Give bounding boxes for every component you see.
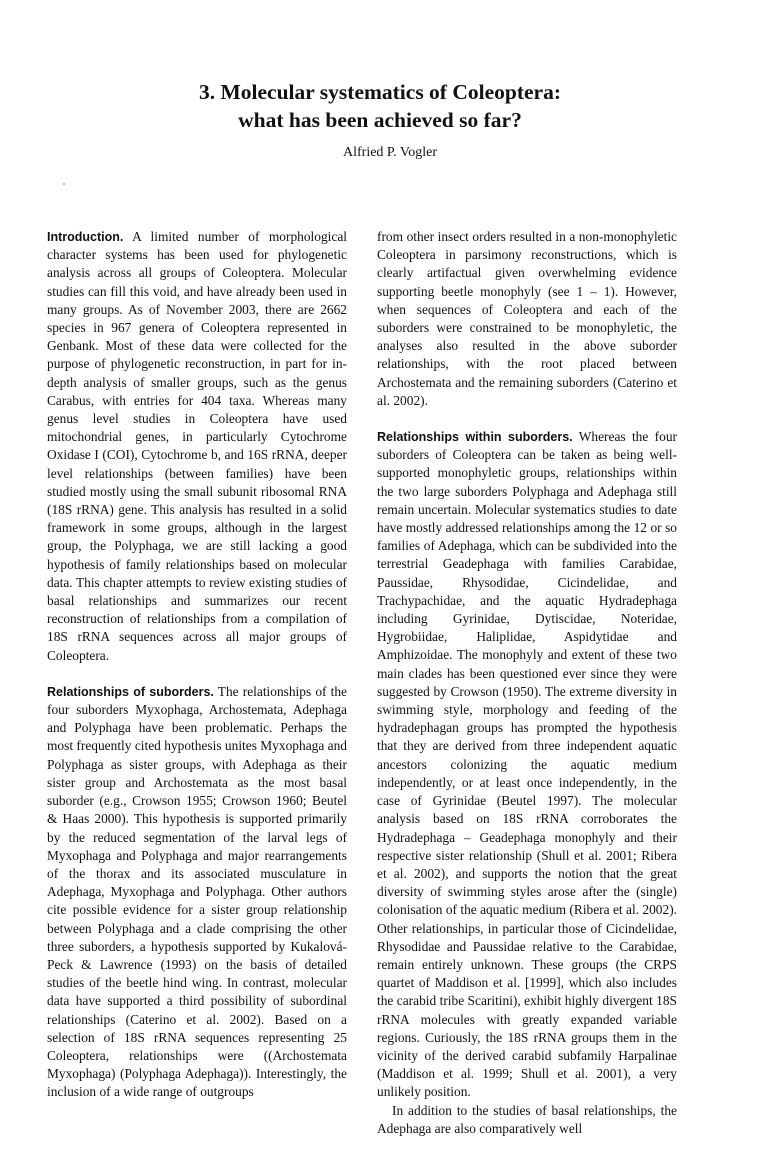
paragraph-outgroups-continued (377, 228, 677, 410)
paragraph-adephaga-studies (377, 1102, 677, 1138)
scan-speck (63, 183, 65, 185)
paragraph-within-suborders (377, 428, 677, 1102)
right-column (377, 228, 677, 1138)
chapter-title-line-2: what has been achieved so far? (238, 108, 522, 132)
paragraph-introduction (47, 228, 347, 665)
chapter-author: Alfried P. Vogler (343, 145, 437, 160)
paragraph-text: In addition to the studies of basal relationships, the Adephaga are also comparatively well (377, 1102, 677, 1136)
paragraph-text: A limited number of morphological character systems has been used for phylogenetic analysis across all groups of Coleoptera. Molecular studies can fill this void, and have already been used in many groups. As of November 2003, there are 2662 species in 967 genera of Coleoptera represented in Genbank. Most of these data were collected for the purpose of phylogenetic reconstruction, in part for in-depth analysis of smaller groups, such as the genus Carabus, with entries for 404 taxa. Whereas many genus level studies in Coleoptera have used mitochondrial genes, in particularly Cytochrome Oxidase I (COI), Cytochrome b, and 16S rRNA, deeper level relationships (between families) have been studied mostly using the small subunit ribosomal RNA (18S rRNA) gene. This analysis has resulted in a solid framework in some groups, although in the largest group, the Polyphaga, we are still lacking a good hypothesis of family relationships based on molecular data. This chapter attempts to review existing studies of basal relationships and summarizes our recent reconstruction of relationships from a compilation of 18S rRNA sequences across all major groups of Coleoptera. (47, 229, 347, 663)
paragraph-text: Whereas the four suborders of Coleoptera can be taken as being well-supported monophyletic groups, relationships within the two large suborders Polyphaga and Adephaga still remain uncertain. Molecular systematics studies to date have mostly addressed relationships among the 12 or so families of Adephaga, which can be subdivided into the terrestrial Geadephaga with families Carabidae, Paussidae, Rhysodidae, Cicindelidae, and Trachypachidae, and the aquatic Hydradephaga including Gyrinidae, Dytiscidae, Noteridae, Hygrobiidae, Haliplidae, Aspidytidae and Amphizoidae. The monophyly and extent of these two main clades has been questioned ever since they were suggested by Crowson (1950). The extreme diversity in swimming style, morphology and feeding of the hydradephagan groups has prompted the hypothesis that they are derived from three independent aquatic ancestors colonizing the aquatic medium independently, or at least once independently, in the case of Gyrinidae (Beutel 1997). The molecular analysis based on 18S rRNA corroborates the Hydradephaga – Geadephaga monophyly and their respective sister relationship (Shull et al. 2001; Ribera et al. 2002), and supports the notion that the great diversity of swimming styles arose after the (single) colonisation of the aquatic medium (Ribera et al. 2002). Other relationships, in particular those of Cicindelidae, Rhysodidae and Paussidae relative to the Carabidae, remain entirely unknown. These groups (the CRPS quartet of Maddison et al. [1999], which also includes the carabid tribe Scaritini), exhibit highly divergent 18S rRNA molecules with greatly expanded variable regions. Curiously, the 18S rRNA groups them in the vicinity of the derived carabid subfamily Harpalinae (Maddison et al. 1999; Shull et al. 2001), a very unlikely position. (377, 429, 677, 1100)
chapter-title-line-1: 3. Molecular systematics of Coleoptera: (198, 80, 561, 104)
paragraph-text: The relationships of the four suborders Myxophaga, Archostemata, Adephaga and Polyphaga have been problematic. Perhaps the most frequently cited hypothesis unites Myxophaga and Polyphaga as sister groups, with Adephaga as their sister group and Archostemata as the most basal suborder (e.g., Crowson 1955; Crowson 1960; Beutel & Haas 2000). This hypothesis is supported primarily by the reduced segmentation of the larval legs of Myxophaga and Polyphaga and major rearrangements of the thorax and its associated musculature in Adephaga, Myxophaga and Polyphaga. Other authors cite possible evidence for a sister group relationship between Polyphaga and a clade comprising the other three suborders, a hypothesis supported by Kukalová-Peck & Lawrence (1993) on the basis of detailed studies of the beetle hind wing. In contrast, molecular data have supported a third possibility of subordinal relationships (Caterino et al. 2002). Based on a selection of 18S rRNA sequences representing 25 Coleoptera, relationships were ((Archostemata Myxophaga) (Polyphaga Adephaga)). Interestingly, the inclusion of a wide range of outgroups (47, 683, 347, 1100)
paragraph-text: from other insect orders resulted in a non-monophyletic Coleoptera in parsimony reconstructions, which is clearly artifactual given overwhelming evidence supporting beetle monophyly (see 1 – 1). However, when sequences of Coleoptera and each of the suborders were constrained to be monophyletic, the analyses also resulted in the above suborder relationships, with the root placed between Archostemata and the remaining suborders (Caterino et al. 2002). (377, 229, 677, 408)
paragraph-suborders (47, 683, 347, 1102)
chapter-title (100, 78, 660, 134)
paragraph-heading: Introduction. (47, 230, 124, 244)
left-column (47, 228, 347, 1102)
paragraph-heading: Relationships within suborders. (377, 430, 573, 445)
paragraph-heading: Relationships of suborders. (47, 684, 214, 699)
